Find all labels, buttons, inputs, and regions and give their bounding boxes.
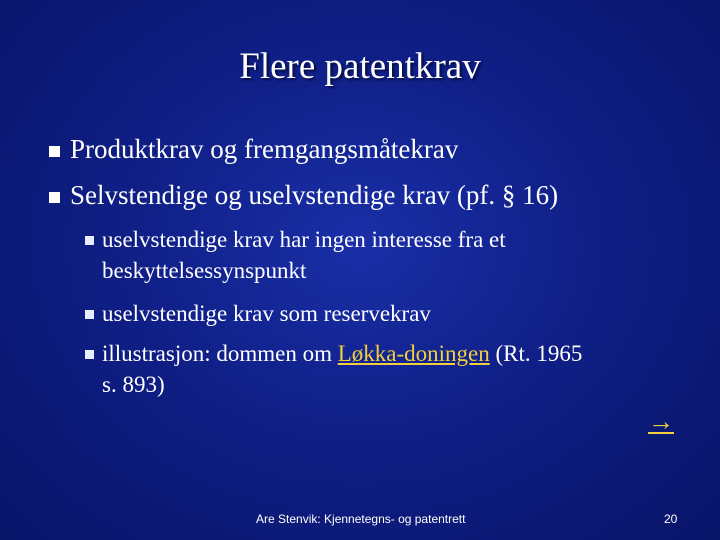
lokka-doningen-link[interactable]: Løkka-doningen (337, 341, 490, 366)
slide-title: Flere patentkrav (239, 46, 481, 87)
bullet-square-icon (49, 146, 60, 157)
sub-bullet-interesse-line2: beskyttelsessynspunkt (102, 258, 307, 283)
sub-bullet-reservekrav: uselvstendige krav som reservekrav (102, 301, 431, 326)
next-arrow-link[interactable]: → (648, 407, 674, 436)
sub-bullet-square-icon (85, 236, 94, 245)
sub-bullet-square-icon (85, 310, 94, 319)
bullet-square-icon (49, 192, 60, 203)
illustrasjon-suffix: (Rt. 1965 (489, 341, 583, 366)
sub-bullet-interesse (102, 224, 692, 286)
sub-bullet-interesse-line1: uselvstendige krav har ingen interesse fra et (102, 227, 506, 252)
footer-text: Are Stenvik: Kjennetegns- og patentrett (256, 512, 466, 526)
illustrasjon-line2: s. 893) (102, 372, 165, 397)
sub-bullet-illustrasjon (102, 338, 692, 400)
page-number: 20 (664, 512, 678, 526)
sub-bullet-square-icon (85, 350, 94, 359)
bullet-produktkrav: Produktkrav og fremgangsmåtekrav (70, 134, 459, 164)
illustrasjon-prefix: illustrasjon: dommen om (102, 341, 338, 366)
bullet-selvstendige: Selvstendige og uselvstendige krav (pf. § 16) (70, 180, 559, 210)
